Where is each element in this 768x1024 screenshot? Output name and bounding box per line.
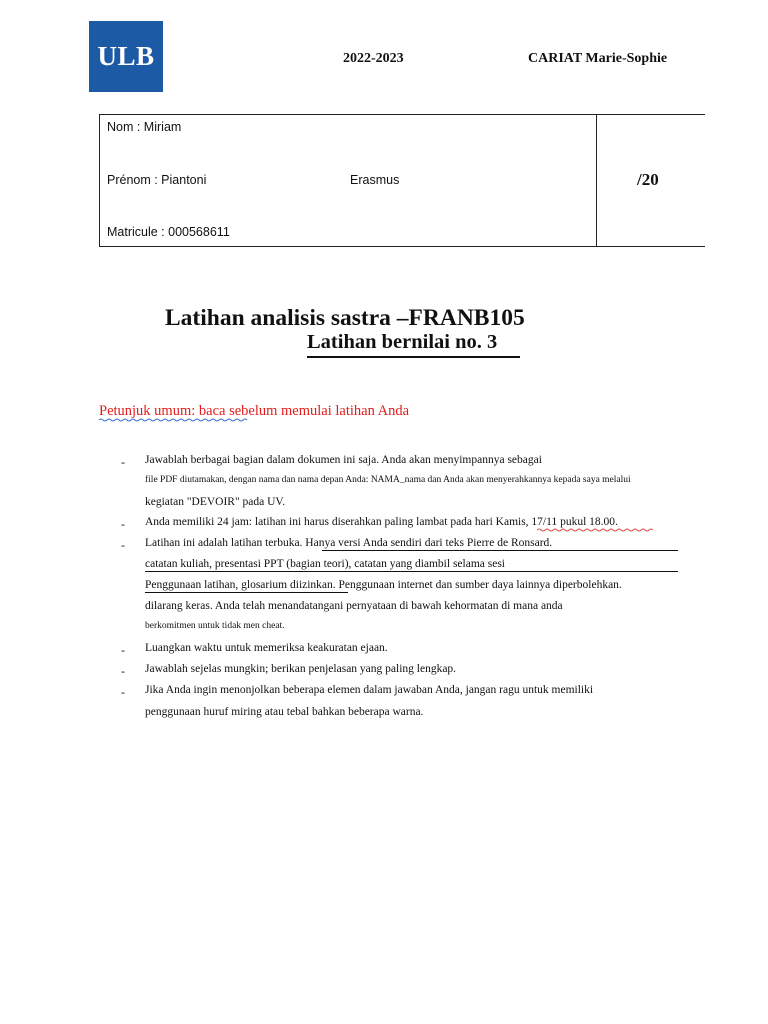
instruction-2-line-1: Anda memiliki 24 jam: latihan ini harus diserahkan paling lambat pada hari Kamis, 17/11 pukul 18.00. xyxy=(145,516,618,528)
student-id: Matricule : 000568611 xyxy=(107,225,230,239)
instruction-6-line-1: Jika Anda ingin menonjolkan beberapa elemen dalam jawaban Anda, jangan ragu untuk memiliki xyxy=(145,684,594,696)
text-underline xyxy=(145,571,678,572)
exercise-title: Latihan analisis sastra –FRANB105 xyxy=(165,305,525,331)
student-first-name: Prénom : Piantoni xyxy=(107,173,207,187)
instruction-3-line-4: dilarang keras. Anda telah menandatangani pernyataan di bawah kehormatan di mana anda xyxy=(145,600,563,612)
bullet-marker: - xyxy=(121,517,125,531)
instruction-6-line-2: penggunaan huruf miring atau tebal bahkan beberapa warna. xyxy=(145,706,424,718)
text-underline xyxy=(322,550,678,551)
ulb-logo: ULB xyxy=(89,21,163,92)
instruction-3-line-3: Penggunaan latihan, glosarium diizinkan. Penggunaan internet dan sumber daya lainnya diperbolehkan. xyxy=(145,579,622,591)
instruction-3-line-2: catatan kuliah, presentasi PPT (bagian teori), catatan yang diambil selama sesi xyxy=(145,558,506,570)
bullet-marker: - xyxy=(121,685,125,699)
bullet-marker: - xyxy=(121,455,125,469)
instruction-1-line-3: kegiatan "DEVOIR" pada UV. xyxy=(145,496,286,508)
instruction-1-line-1: Jawablah berbagai bagian dalam dokumen ini saja. Anda akan menyimpannya sebagai xyxy=(145,454,542,466)
academic-year: 2022-2023 xyxy=(343,51,404,66)
bullet-marker: - xyxy=(121,664,125,678)
author-name: CARIAT Marie-Sophie xyxy=(528,51,668,66)
instruction-3-line-1: Latihan ini adalah latihan terbuka. Hanya versi Anda sendiri dari teks Pierre de Ronsard. xyxy=(145,537,553,549)
instruction-3-line-5: berkomitmen untuk tidak men cheat. xyxy=(145,621,285,631)
student-last-name: Nom : Miriam xyxy=(107,120,182,134)
spellcheck-squiggle xyxy=(99,418,249,422)
instruction-4-line-1: Luangkan waktu untuk memeriksa keakuratan ejaan. xyxy=(145,642,388,654)
instructions-heading: Petunjuk umum: baca sebelum memulai latihan Anda xyxy=(99,403,410,419)
bullet-marker: - xyxy=(121,643,125,657)
info-box-divider xyxy=(596,115,597,246)
exercise-subtitle: Latihan bernilai no. 3 xyxy=(307,331,498,353)
text-underline xyxy=(145,592,348,593)
instruction-1-line-2: file PDF diutamakan, dengan nama dan nama depan Anda: NAMA_nama dan Anda akan menyerahkannya kepada saya melalui xyxy=(145,475,631,485)
spellcheck-squiggle xyxy=(537,528,653,532)
instruction-5-line-1: Jawablah sejelas mungkin; berikan penjelasan yang paling lengkap. xyxy=(145,663,457,675)
subtitle-underline xyxy=(307,356,520,358)
bullet-marker: - xyxy=(121,538,125,552)
student-info-box xyxy=(99,114,705,247)
score-field: /20 xyxy=(637,170,659,189)
student-program: Erasmus xyxy=(350,173,400,187)
